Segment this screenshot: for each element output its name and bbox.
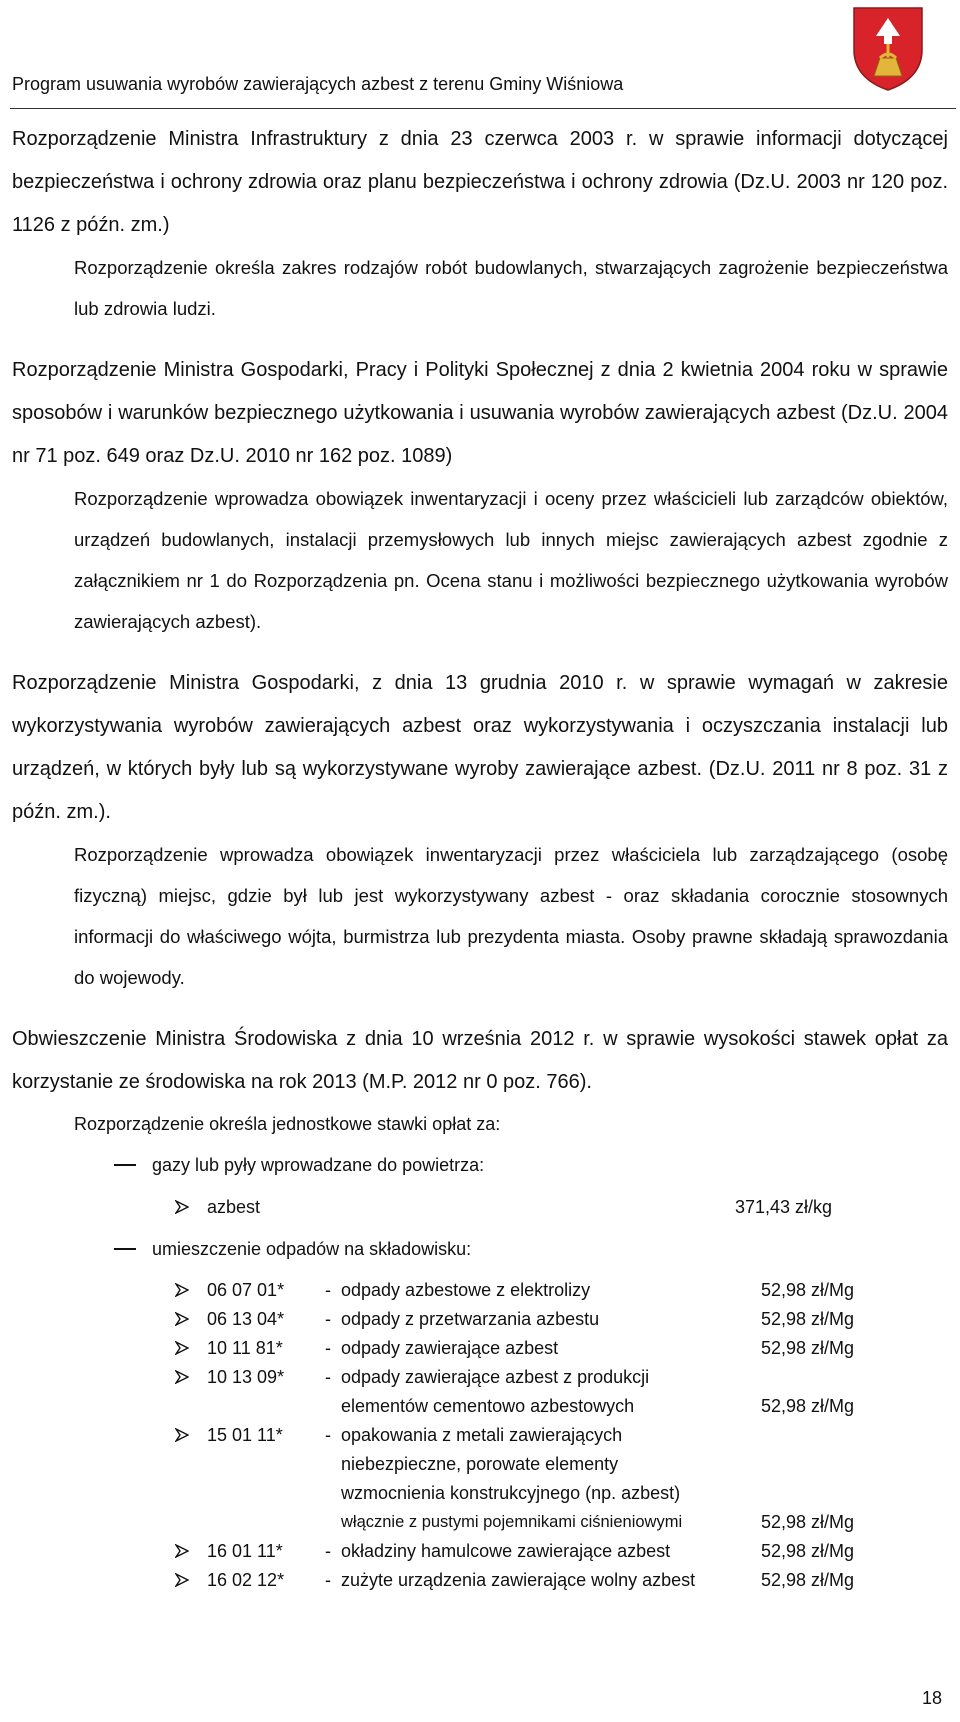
dash-separator: -: [325, 1425, 331, 1445]
waste-description: [341, 1566, 761, 1595]
regulation-1-description: Rozporządzenie określa zakres rodzajów robót budowlanych, stwarzających zagrożenie bezpieczeństwa lub zdrowia ludzi.: [74, 257, 948, 319]
waste-code: 06 13 04*: [207, 1309, 285, 1329]
coat-of-arms-icon: [850, 4, 926, 92]
dash-separator: -: [325, 1338, 331, 1358]
waste-rate: 52,98 zł/Mg: [761, 1512, 855, 1532]
fee-air-row: [12, 1186, 948, 1228]
header-title: Program usuwania wyrobów zawierających azbest z terenu Gminy Wiśniowa: [12, 74, 624, 94]
table-row: [175, 1537, 875, 1566]
waste-rate: 52,98 zł/Mg: [761, 1396, 855, 1416]
waste-description: [341, 1305, 761, 1334]
waste-description-line: odpady zawierające azbest: [341, 1338, 559, 1358]
regulation-3-description: Rozporządzenie wprowadza obowiązek inwentaryzacji przez właściciela lub zarządzającego (osobę fizyczną) miejsc, gdzie był lub jest wykorzystywany azbest - oraz składania corocznie stosownych informacji do właściwego wójta, burmistrza lub prezydenta miasta. Osoby prawne składają sprawozdania do wojewody.: [74, 844, 948, 988]
waste-description-line: niebezpieczne, porowate elementy: [341, 1454, 619, 1474]
arrow-bullet-icon: [175, 1305, 207, 1334]
waste-code: 16 01 11*: [207, 1541, 283, 1561]
arrow-bullet-icon: [175, 1421, 207, 1537]
fee-category-landfill: [12, 1228, 948, 1270]
waste-description-line: włącznie z pustymi pojemnikami ciśnieniowymi: [341, 1513, 683, 1531]
table-row: [175, 1421, 875, 1537]
waste-rate: 52,98 zł/Mg: [761, 1570, 855, 1590]
waste-code: 10 11 81*: [207, 1338, 283, 1358]
waste-description: [341, 1537, 761, 1566]
waste-description: [341, 1421, 761, 1537]
waste-code: 16 02 12*: [207, 1570, 285, 1590]
arrow-bullet-icon: [175, 1566, 207, 1595]
waste-description-line: elementów cementowo azbestowych: [341, 1396, 635, 1416]
waste-rate: 52,98 zł/Mg: [761, 1338, 855, 1358]
waste-code: 06 07 01*: [207, 1280, 285, 1300]
waste-description-line: zużyte urządzenia zawierające wolny azbest: [341, 1570, 696, 1590]
waste-description-line: wzmocnienia konstrukcyjnego (np. azbest): [341, 1483, 681, 1503]
dash-bullet: [114, 1248, 136, 1250]
document-body: [12, 118, 948, 1595]
fees-intro: Rozporządzenie określa jednostkowe stawki opłat za:: [74, 1114, 501, 1134]
waste-description-line: odpady azbestowe z elektrolizy: [341, 1280, 591, 1300]
dash-separator: -: [325, 1541, 331, 1561]
arrow-bullet-icon: [175, 1186, 189, 1228]
arrow-bullet-icon: [175, 1537, 207, 1566]
waste-description-line: odpady z przetwarzania azbestu: [341, 1309, 600, 1329]
regulation-2-description: Rozporządzenie wprowadza obowiązek inwentaryzacji i oceny przez właścicieli lub zarządców obiektów, urządzeń budowlanych, instalacji przemysłowych lub innych miejsc zawierających azbest zgodnie z załącznikiem nr 1 do Rozporządzenia pn. Ocena stanu i możliwości bezpiecznego użytkowania wyrobów zawierających azbest).: [74, 488, 948, 632]
dash-separator: -: [325, 1367, 331, 1387]
fee-air-rate: 371,43 zł/kg: [735, 1197, 833, 1217]
waste-description-line: odpady zawierające azbest z produkcji: [341, 1367, 650, 1387]
regulation-3-title: Rozporządzenie Ministra Gospodarki, z dnia 13 grudnia 2010 r. w sprawie wymagań w zakresie wykorzystywania wyrobów zawierających azbest oraz wykorzystywania i oczyszczania instalacji lub urządzeń, w których były lub są wykorzystywane wyroby zawierające azbest. (Dz.U. 2011 nr 8 poz. 31 z późn. zm.).: [12, 672, 948, 823]
table-row: [175, 1276, 875, 1305]
waste-description: [341, 1363, 761, 1421]
waste-description-line: opakowania z metali zawierających: [341, 1425, 623, 1445]
page-number: 18: [921, 1688, 942, 1708]
waste-description: [341, 1334, 761, 1363]
fee-category-landfill-label: umieszczenie odpadów na składowisku:: [152, 1239, 472, 1259]
arrow-bullet-icon: [175, 1363, 207, 1421]
waste-code: 10 13 09*: [207, 1367, 285, 1387]
table-row: [175, 1305, 875, 1334]
waste-codes-table: [175, 1276, 875, 1595]
fee-air-item: azbest: [207, 1197, 261, 1217]
waste-description: [341, 1276, 761, 1305]
table-row: [175, 1566, 875, 1595]
waste-rate: 52,98 zł/Mg: [761, 1280, 855, 1300]
page-header: [10, 0, 956, 109]
fee-category-air: [12, 1144, 948, 1186]
table-row: [175, 1334, 875, 1363]
table-row: [175, 1363, 875, 1421]
dash-bullet: [114, 1164, 136, 1166]
regulation-4-title: Obwieszczenie Ministra Środowiska z dnia 10 września 2012 r. w sprawie wysokości stawek opłat za korzystanie ze środowiska na rok 2013 (M.P. 2012 nr 0 poz. 766).: [12, 1028, 948, 1093]
regulation-1-title: Rozporządzenie Ministra Infrastruktury z dnia 23 czerwca 2003 r. w sprawie informacji dotyczącej bezpieczeństwa i ochrony zdrowia oraz planu bezpieczeństwa i ochrony zdrowia (Dz.U. 2003 nr 120 poz. 1126 z późn. zm.): [12, 128, 948, 236]
arrow-bullet-icon: [175, 1334, 207, 1363]
fee-category-air-label: gazy lub pyły wprowadzane do powietrza:: [152, 1155, 485, 1175]
regulation-2-title: Rozporządzenie Ministra Gospodarki, Pracy i Polityki Społecznej z dnia 2 kwietnia 2004 roku w sprawie sposobów i warunków bezpiecznego użytkowania i usuwania wyrobów zawierających azbest (Dz.U. 2004 nr 71 poz. 649 oraz Dz.U. 2010 nr 162 poz. 1089): [12, 359, 948, 467]
waste-rate: 52,98 zł/Mg: [761, 1309, 855, 1329]
waste-description-line: okładziny hamulcowe zawierające azbest: [341, 1541, 671, 1561]
arrow-bullet-icon: [175, 1276, 207, 1305]
waste-code: 15 01 11*: [207, 1425, 283, 1445]
waste-rate: 52,98 zł/Mg: [761, 1541, 855, 1561]
dash-separator: -: [325, 1570, 331, 1590]
dash-separator: -: [325, 1280, 331, 1300]
dash-separator: -: [325, 1309, 331, 1329]
